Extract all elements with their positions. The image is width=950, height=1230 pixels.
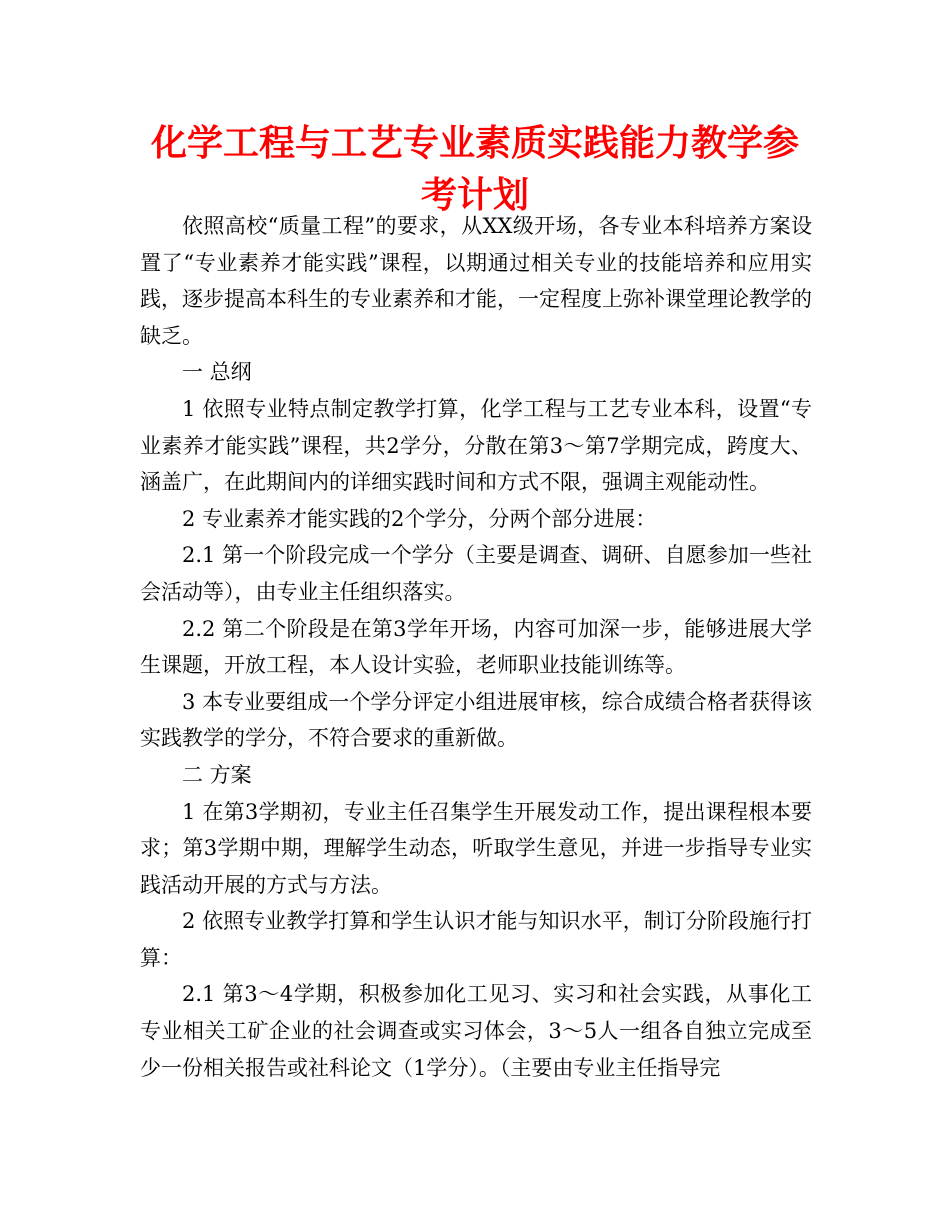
document-title: 化学工程与工艺专业素质实践能力教学参考计划: [150, 123, 799, 216]
paragraph-general-2: 2 专业素养才能实践的2个学分，分两个部分进展：: [182, 506, 657, 531]
paragraph-general-3: 3 本专业要组成一个学分评定小组进展审核，综合成绩合格者获得该实践教学的学分，不符合要求的重新做。: [140, 689, 812, 751]
section-heading-general: 一 总纲: [182, 360, 252, 385]
paragraph-general-1: 1 依照专业特点制定教学打算，化学工程与工艺专业本科，设置“专业素养才能实践”课程，共2学分，分散在第3～第7学期完成，跨度大、涵盖广，在此期间内的详细实践时间和方式不限，强调主观能动性。: [140, 396, 812, 495]
paragraph-general-2-1: 2.1 第一个阶段完成一个学分（主要是调查、调研、自愿参加一些社会活动等），由专业主任组织落实。: [140, 543, 812, 604]
document-body: [140, 208, 812, 1086]
paragraph-plan-2-1: 2.1 第3～4学期，积极参加化工见习、实习和社会实践，从事化工专业相关工矿企业的社会调查或实习体会，3～5人一组各自独立完成至少一份相关报告或社科论文（1学分）。（主要由专业主任指导完: [140, 982, 812, 1080]
intro-paragraph: 依照高校“质量工程”的要求，从XX级开场，各专业本科培养方案设置了“专业素养才能实践”课程，以期通过相关专业的技能培养和应用实践，逐步提高本科生的专业素养和才能，一定程度上弥补课堂理论教学的缺乏。: [140, 214, 812, 348]
paragraph-plan-1: 1 在第3学期初，专业主任召集学生开展发动工作，提出课程根本要求；第3学期中期，理解学生动态，听取学生意见，并进一步指导专业实践活动开展的方式与方法。: [140, 799, 812, 897]
paragraph-general-2-2: 2.2 第二个阶段是在第3学年开场，内容可加深一步，能够进展大学生课题，开放工程，本人设计实验，老师职业技能训练等。: [140, 616, 812, 678]
paragraph-plan-2: 2 依照专业教学打算和学生认识才能与知识水平，制订分阶段施行打算：: [140, 909, 812, 970]
section-heading-plan: 二 方案: [182, 762, 252, 787]
